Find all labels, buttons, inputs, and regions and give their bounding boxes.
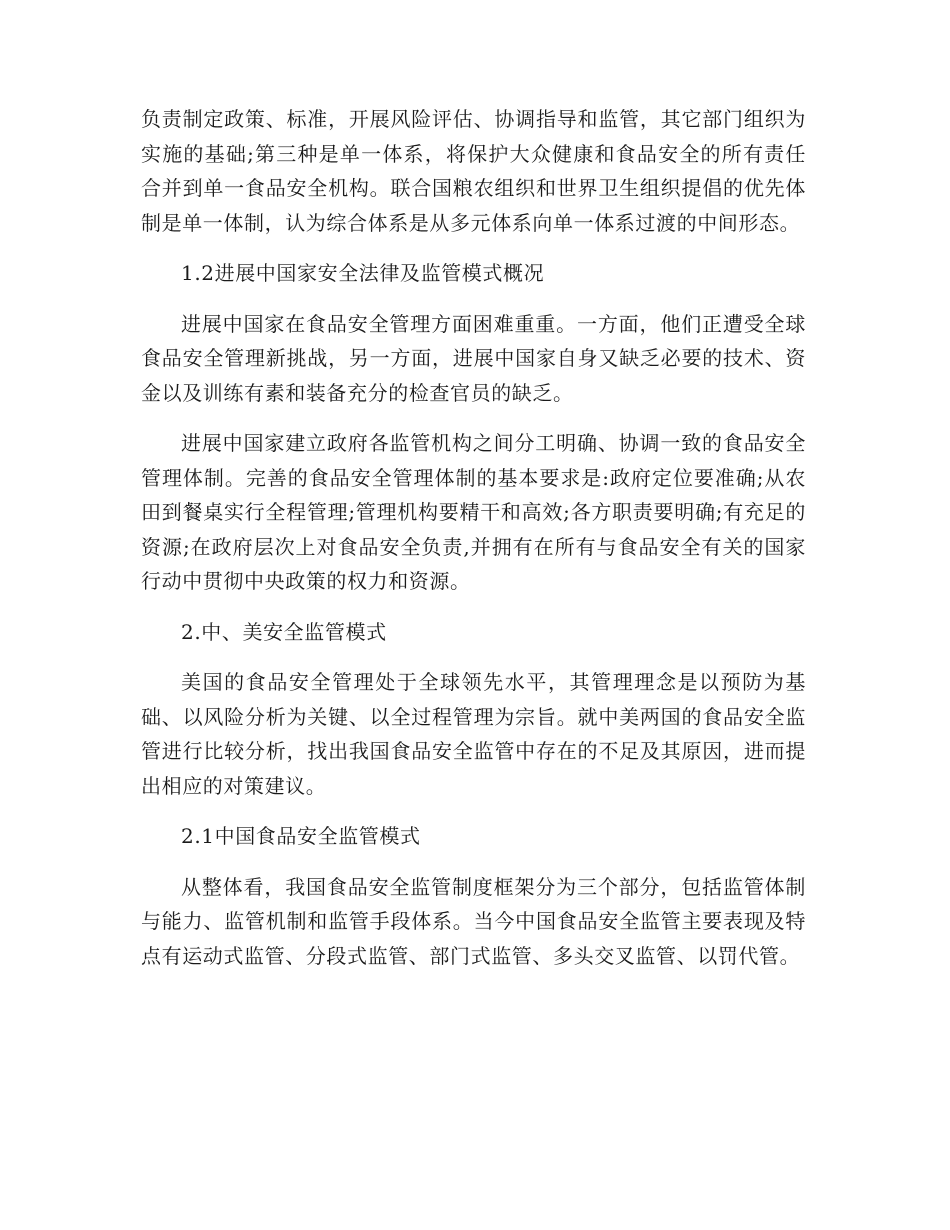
paragraph-china-regulation-framework: 从整体看，我国食品安全监管制度框架分为三个部分，包括监管体制与能力、监管机制和监管手段体系。当今中国食品安全监管主要表现及特点有运动式监管、分段式监管、部门式监管、多头交叉监管、以罚代管。 xyxy=(141,874,806,968)
section-heading-1-2: 1.2进展中国家安全法律及监管模式概况 xyxy=(181,261,545,285)
document-body xyxy=(141,102,806,989)
paragraph-us-food-safety: 美国的食品安全管理处于全球领先水平，其管理理念是以预防为基础、以风险分析为关键、以全过程管理为宗旨。就中美两国的食品安全监管进行比较分析，找出我国食品安全监管中存在的不足及其原因，进而提出相应的对策建议。 xyxy=(141,670,806,798)
paragraph-developing-countries-system: 进展中国家建立政府各监管机构之间分工明确、协调一致的食品安全管理体制。完善的食品安全管理体制的基本要求是:政府定位要准确;从农田到餐桌实行全程管理;管理机构要精干和高效;各方职责要明确;有充足的资源;在政府层次上对食品安全负责,并拥有在所有与食品安全有关的国家行动中贯彻中央政策的权力和资源。 xyxy=(141,431,806,593)
section-heading-2: 2.中、美安全监管模式 xyxy=(181,619,387,644)
section-heading-2-1: 2.1中国食品安全监管模式 xyxy=(181,824,421,848)
paragraph-developing-countries-challenges: 进展中国家在食品安全管理方面困难重重。一方面，他们正遭受全球食品安全管理新挑战，另一方面，进展中国家自身又缺乏必要的技术、资金以及训练有素和装备充分的检查官员的缺乏。 xyxy=(141,311,806,405)
paragraph-intro-continuation: 负责制定政策、标准，开展风险评估、协调指导和监管，其它部门组织为实施的基础;第三种是单一体系，将保护大众健康和食品安全的所有责任合并到单一食品安全机构。联合国粮农组织和世界卫生组织提倡的优先体制是单一体制，认为综合体系是从多元体系向单一体系过渡的中间形态。 xyxy=(141,107,806,235)
